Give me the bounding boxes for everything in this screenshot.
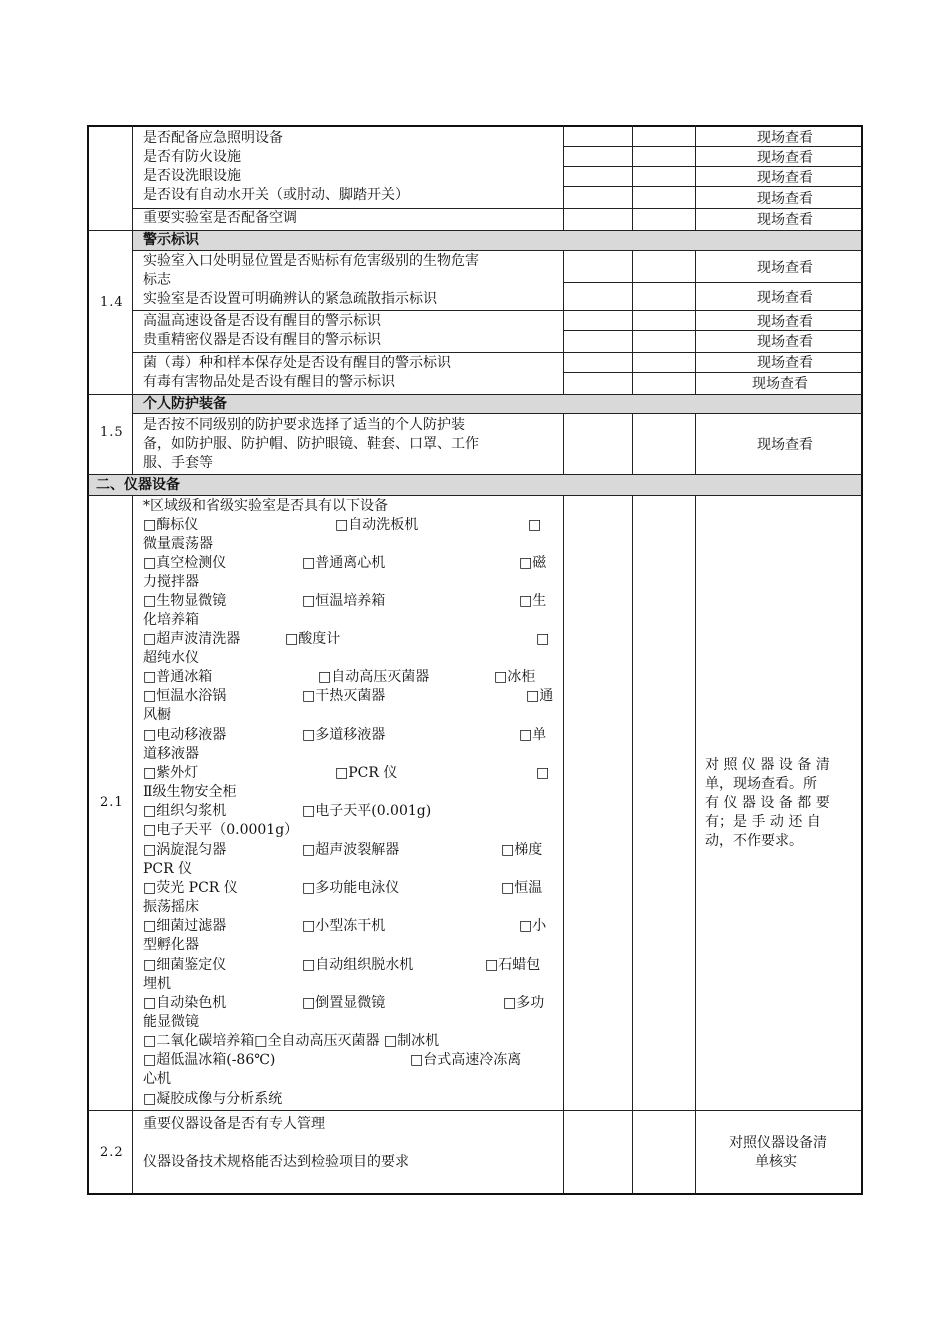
checkbox-item[interactable]: □ <box>536 765 550 781</box>
item-ppe-line1: 是否按不同级别的防护要求选择了适当的个人防护装 <box>143 417 465 433</box>
col-divider-num-bottom <box>132 495 133 1194</box>
col-divider-b1 <box>632 125 633 231</box>
checkbox-item[interactable]: □生物显微镜 <box>143 593 227 609</box>
method-cell: 现场查看 <box>757 191 813 207</box>
checkbox-item[interactable]: □干热灭菌器 <box>302 688 386 704</box>
col-divider-a1 <box>563 125 564 231</box>
method-note-line: 单，现场查看。所 <box>705 776 817 792</box>
checkbox-item[interactable]: □多道移液器 <box>302 727 386 743</box>
checkbox-item[interactable]: □超低温冰箱(-86℃) <box>143 1052 276 1068</box>
method-note-line: 动，不作要求。 <box>705 833 803 849</box>
equipment-line: 振荡摇床 <box>143 899 199 915</box>
checkbox-item[interactable]: □多功 <box>503 995 545 1011</box>
item-toxic-sign: 有毒有害物品处是否设有醒目的警示标识 <box>143 374 395 390</box>
checkbox-item[interactable]: □紫外灯 <box>143 765 199 781</box>
row-line <box>133 413 862 414</box>
checkbox-item[interactable]: □电子天平（0.0001g） <box>143 822 299 838</box>
item-strain-storage-sign: 菌（毒）种和样本保存处是否设有醒目的警示标识 <box>143 355 451 371</box>
item-ppe-line3: 服、手套等 <box>143 455 213 471</box>
checkbox-item[interactable]: □自动高压灭菌器 <box>318 669 430 685</box>
item-evacuation-sign: 实验室是否设置可明确辨认的紧急疏散指示标识 <box>143 291 437 307</box>
table-left-border <box>87 125 89 1195</box>
checkbox-item[interactable]: □涡旋混匀器 <box>143 842 227 858</box>
equipment-line <box>143 994 553 1013</box>
checkbox-item[interactable]: □自动组织脱水机 <box>302 957 414 973</box>
checkbox-item[interactable]: □二氧化碳培养箱□全自动高压灭菌器 □制冰机 <box>143 1033 440 1049</box>
item-air-conditioning: 重要实验室是否配备空调 <box>143 210 297 226</box>
equipment-line <box>143 592 553 611</box>
item-ppe-line2: 备，如防护服、防护帽、防护眼镜、鞋套、口罩、工作 <box>143 436 479 452</box>
equipment-line <box>143 1051 553 1070</box>
item-fire-facilities: 是否有防火设施 <box>143 149 241 165</box>
checkbox-item[interactable]: □酶标仪 <box>143 517 199 533</box>
row-line <box>88 1110 862 1111</box>
section-number-2-2: 2.2 <box>100 1145 124 1160</box>
item-emergency-lighting: 是否配备应急照明设备 <box>143 130 283 146</box>
checkbox-item[interactable]: □超声波清洗器 <box>143 631 241 647</box>
equipment-line: 心机 <box>143 1071 171 1087</box>
checkbox-item[interactable]: □荧光 PCR 仪 <box>143 880 238 896</box>
method-cell: 现场查看 <box>757 212 813 228</box>
col-divider-b2 <box>632 250 633 395</box>
header-band-1-4 <box>133 230 862 250</box>
section-header-equipment: 二、仪器设备 <box>96 477 180 493</box>
col-divider-b3 <box>632 413 633 475</box>
method-note-line: 单核实 <box>755 1154 797 1170</box>
col-divider-a2 <box>563 250 564 395</box>
equipment-line: Ⅱ级生物安全柜 <box>143 784 237 800</box>
checkbox-item[interactable]: □自动染色机 <box>143 995 227 1011</box>
row-line <box>88 230 862 231</box>
checkbox-item[interactable]: □台式高速冷冻离 <box>410 1052 522 1068</box>
equipment-intro: *区域级和省级实验室是否具有以下设备 <box>143 498 388 514</box>
checkbox-item[interactable]: □PCR 仪 <box>335 765 398 781</box>
method-cell: 现场查看 <box>757 334 813 350</box>
item-biohazard-sign: 实验室入口处明显位置是否贴标有危害级别的生物危害 <box>143 253 479 269</box>
method-cell: 现场查看 <box>757 314 813 330</box>
checkbox-item[interactable]: □普通离心机 <box>302 555 386 571</box>
item-precision-sign: 贵重精密仪器是否设有醒目的警示标识 <box>143 332 381 348</box>
section-header-ppe: 个人防护装备 <box>143 396 227 412</box>
header-band-2 <box>88 474 862 495</box>
checkbox-item[interactable]: □凝胶成像与分析系统 <box>143 1091 283 1107</box>
equipment-line: PCR 仪 <box>143 861 193 877</box>
equipment-line: 风橱 <box>143 707 171 723</box>
checkbox-item[interactable]: □恒温培养箱 <box>302 593 386 609</box>
checkbox-item[interactable]: □恒温 <box>501 880 543 896</box>
checkbox-item[interactable]: □自动洗板机 <box>335 517 419 533</box>
col-divider-num-top <box>132 125 133 475</box>
row-line <box>88 495 862 496</box>
equipment-line: 能显微镜 <box>143 1014 199 1030</box>
section-number-1-4: 1.4 <box>100 295 124 310</box>
checkbox-item[interactable]: □小型冻干机 <box>302 918 386 934</box>
item-eyewash: 是否设洗眼设施 <box>143 168 241 184</box>
checkbox-item[interactable]: □电子天平(0.001g) <box>302 803 432 819</box>
item-equipment-specs: 仪器设备技术规格能否达到检验项目的要求 <box>143 1154 409 1170</box>
checkbox-item[interactable]: □超声波裂解器 <box>302 842 400 858</box>
method-note-line: 有 仪 器 设 备 都 要 <box>705 795 830 811</box>
checkbox-item[interactable]: □真空检测仪 <box>143 555 227 571</box>
method-cell: 现场查看 <box>757 290 813 306</box>
equipment-line: 化培养箱 <box>143 612 199 628</box>
checkbox-item[interactable]: □普通冰箱 <box>143 669 213 685</box>
checkbox-item[interactable]: □多功能电泳仪 <box>302 880 400 896</box>
method-cell: 现场查看 <box>757 260 813 276</box>
row-line <box>563 282 862 283</box>
section-number-1-5: 1.5 <box>100 425 124 440</box>
equipment-line <box>143 554 553 573</box>
equipment-line: 微量震荡器 <box>143 536 213 552</box>
equipment-line: 型孵化器 <box>143 937 199 953</box>
col-divider-a3 <box>563 413 564 475</box>
section-header-warning-signs: 警示标识 <box>143 232 199 248</box>
equipment-line <box>143 879 553 898</box>
table-right-border <box>861 125 863 1195</box>
checkbox-item[interactable]: □酸度计 <box>285 631 341 647</box>
checkbox-item[interactable]: □恒温水浴锅 <box>143 688 227 704</box>
equipment-line <box>143 764 553 783</box>
header-band-1-5 <box>133 394 862 413</box>
method-cell: 现场查看 <box>752 376 808 392</box>
method-cell: 现场查看 <box>757 130 813 146</box>
checkbox-item[interactable]: □冰柜 <box>494 669 536 685</box>
method-cell: 现场查看 <box>757 437 813 453</box>
row-line <box>88 474 862 475</box>
method-cell: 现场查看 <box>757 355 813 371</box>
checkbox-item[interactable]: □组织匀浆机 <box>143 803 227 819</box>
col-divider-b4 <box>632 495 633 1194</box>
checkbox-item[interactable]: □石蜡包 <box>485 957 541 973</box>
method-note-line: 有；是 手 动 还 自 <box>705 814 821 830</box>
checkbox-item[interactable]: □小 <box>519 918 547 934</box>
method-note-line: 对照仪器设备清 <box>729 1135 827 1151</box>
checkbox-item[interactable]: □细菌鉴定仪 <box>143 957 227 973</box>
equipment-line <box>143 630 553 649</box>
checkbox-item[interactable]: □电动移液器 <box>143 727 227 743</box>
checkbox-item[interactable]: □ <box>528 517 542 533</box>
checkbox-item[interactable]: □单 <box>519 727 547 743</box>
checkbox-item[interactable]: □生 <box>519 593 547 609</box>
item-equipment-manager: 重要仪器设备是否有专人管理 <box>143 1116 325 1132</box>
method-note-line: 对 照 仪 器 设 备 清 <box>705 757 830 773</box>
checkbox-item[interactable]: □梯度 <box>501 842 543 858</box>
item-biohazard-sign-cont: 标志 <box>143 272 171 288</box>
method-cell: 现场查看 <box>757 150 813 166</box>
equipment-line <box>143 841 553 860</box>
checkbox-item[interactable]: □磁 <box>519 555 547 571</box>
equipment-line <box>143 917 553 936</box>
equipment-line <box>143 668 553 687</box>
item-auto-tap: 是否设有自动水开关（或肘动、脚踏开关） <box>143 187 409 203</box>
method-cell: 现场查看 <box>757 170 813 186</box>
row-line <box>133 250 862 251</box>
equipment-line <box>143 726 553 745</box>
equipment-line <box>143 687 553 706</box>
item-high-temp-sign: 高温高速设备是否设有醒目的警示标识 <box>143 313 381 329</box>
equipment-line: 埋机 <box>143 976 171 992</box>
checkbox-item[interactable]: □细菌过滤器 <box>143 918 227 934</box>
equipment-line <box>143 956 553 975</box>
checkbox-item[interactable]: □ <box>536 631 550 647</box>
equipment-line: 超纯水仪 <box>143 650 199 666</box>
checkbox-item[interactable]: □倒置显微镜 <box>302 995 386 1011</box>
col-divider-a4 <box>563 495 564 1194</box>
equipment-line <box>143 516 553 535</box>
checkbox-item[interactable]: □通 <box>526 688 554 704</box>
col-divider-c4 <box>695 495 696 1194</box>
table-bottom-border <box>87 1193 863 1195</box>
equipment-line <box>143 802 553 821</box>
section-number-2-1: 2.1 <box>100 795 124 810</box>
equipment-line: 道移液器 <box>143 746 199 762</box>
equipment-line: 力搅拌器 <box>143 574 199 590</box>
